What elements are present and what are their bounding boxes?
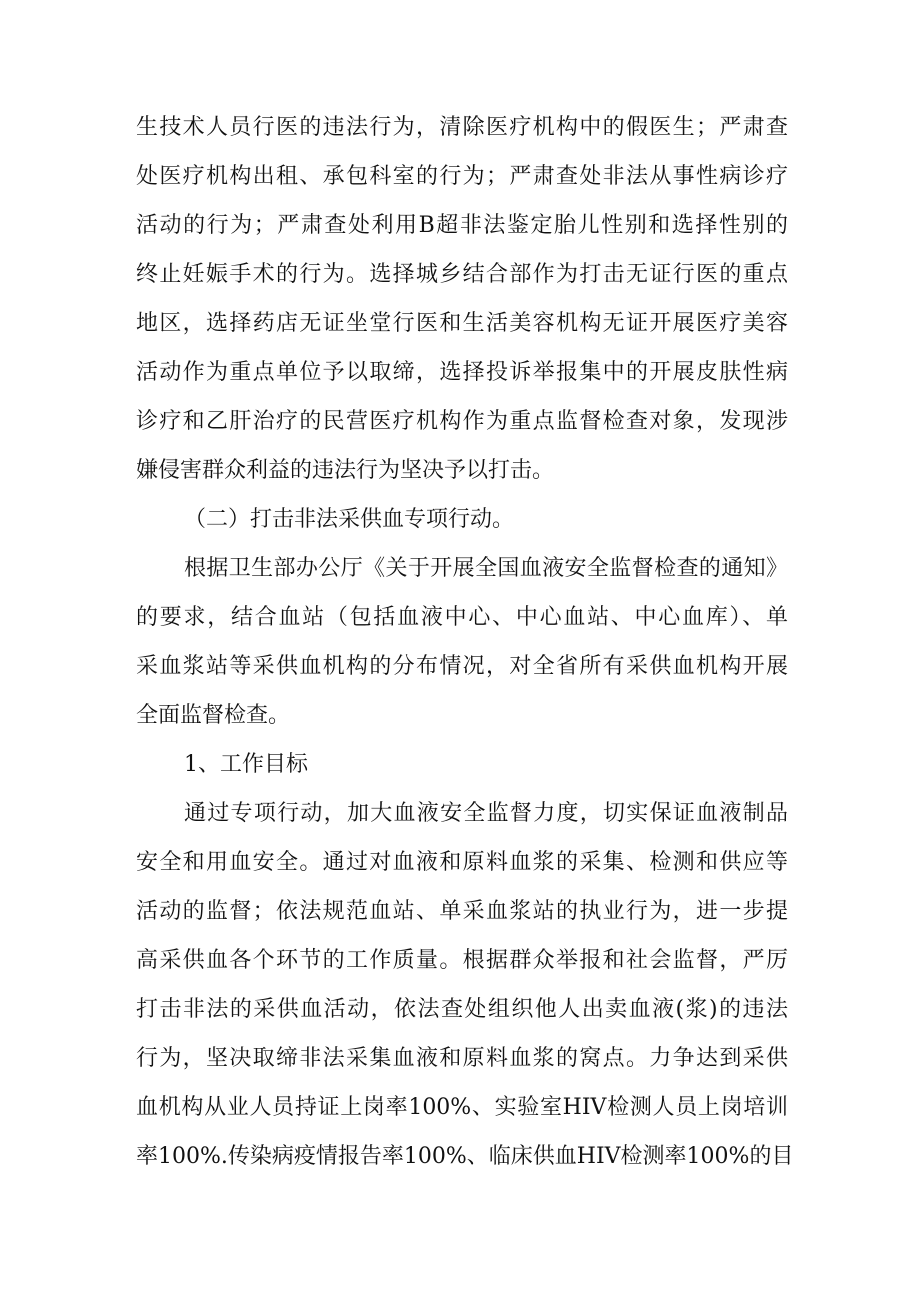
text-line: 诊疗和乙肝治疗的民营医疗机构作为重点监督检查对象，发现涉 [136,409,788,434]
text-line: 嫌侵害群众利益的违法行为坚决予以打击。 [136,458,555,483]
text-line: 活动的行为；严肃查处利用B超非法鉴定胎儿性别和选择性别的 [136,213,788,238]
text-line: 安全和用血安全。通过对血液和原料血浆的采集、检测和供应等 [136,850,788,875]
text-line: 活动的监督；依法规范血站、单采血浆站的执业行为，进一步提 [136,899,788,924]
text-line: 通过专项行动，加大血液安全监督力度，切实保证血液制品 [184,801,788,826]
section-heading: （二）打击非法采供血专项行动。 [184,507,515,532]
text-line: 活动作为重点单位予以取缔，选择投诉举报集中的开展皮肤性病 [136,360,788,385]
text-line: 生技术人员行医的违法行为，清除医疗机构中的假医生；严肃查 [136,115,788,140]
text-line: 终止妊娠手术的行为。选择城乡结合部作为打击无证行医的重点 [136,262,788,287]
text-line: 率100%.传染病疫情报告率100%、临床供血HIV检测率100%的目 [136,1144,794,1169]
text-line: 高采供血各个环节的工作质量。根据群众举报和社会监督，严厉 [136,948,788,973]
text-line: 地区，选择药店无证坐堂行医和生活美容机构无证开展医疗美容 [136,311,788,336]
text-line: 行为，坚决取缔非法采集血液和原料血浆的窝点。力争达到采供 [136,1046,788,1071]
text-line: 全面监督检查。 [136,703,291,728]
text-line: 的要求，结合血站（包括血液中心、中心血站、中心血库）、单 [136,605,788,630]
text-line: 血机构从业人员持证上岗率100%、实验室HIV检测人员上岗培训 [136,1095,788,1120]
text-line: 采血浆站等采供血机构的分布情况，对全省所有采供血机构开展 [136,654,788,679]
text-line: 处医疗机构出租、承包科室的行为；严肃查处非法从事性病诊疗 [136,164,788,189]
text-line: 根据卫生部办公厅《关于开展全国血液安全监督检查的通知》 [184,556,788,581]
subsection-heading: 1、工作目标 [184,752,308,777]
text-line: 打击非法的采供血活动，依法查处组织他人出卖血液(浆)的违法 [136,997,788,1022]
